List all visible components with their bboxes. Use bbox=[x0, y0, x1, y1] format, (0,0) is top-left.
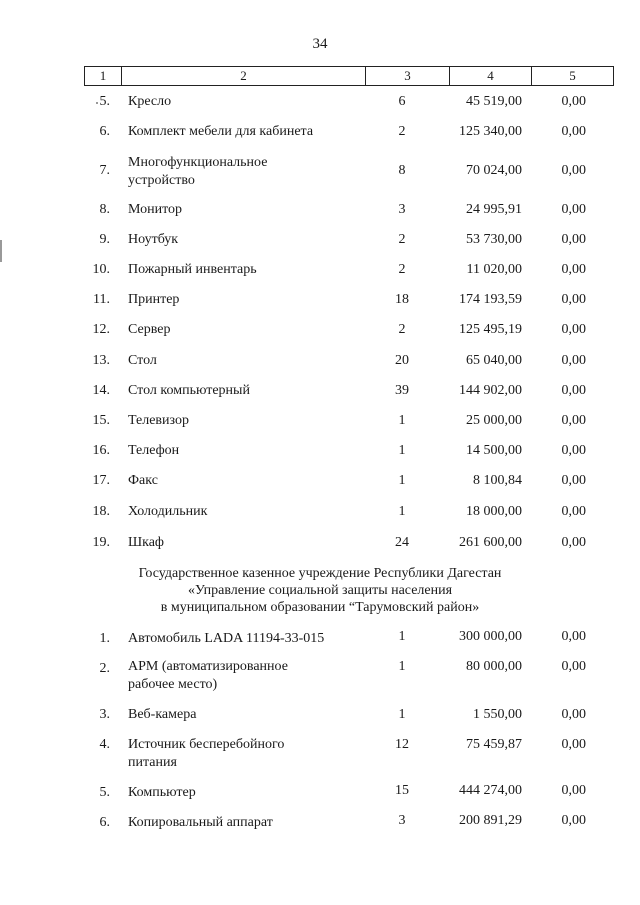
item-value: 25 000,00 bbox=[466, 413, 522, 428]
item-value: 70 024,00 bbox=[466, 163, 522, 178]
item-quantity: 39 bbox=[395, 383, 409, 398]
item-residual: 0,00 bbox=[561, 629, 586, 644]
item-name: Автомобиль LADA 11194-33-015 bbox=[128, 631, 325, 646]
item-value: 144 902,00 bbox=[459, 383, 522, 398]
item-name: Стол компьютерный bbox=[128, 383, 250, 398]
row-number: 5. bbox=[99, 94, 110, 109]
item-residual: 0,00 bbox=[561, 707, 586, 722]
item-residual: 0,00 bbox=[561, 783, 586, 798]
item-value: 24 995,91 bbox=[466, 202, 522, 217]
header-col-5: 5 bbox=[531, 67, 613, 85]
item-residual: 0,00 bbox=[561, 202, 586, 217]
row-number: 13. bbox=[92, 353, 110, 368]
item-residual: 0,00 bbox=[561, 659, 586, 674]
item-name: Принтер bbox=[128, 292, 180, 307]
item-value: 45 519,00 bbox=[466, 94, 522, 109]
item-value: 174 193,59 bbox=[459, 292, 522, 307]
row-number: 9. bbox=[99, 232, 110, 247]
scan-dot bbox=[96, 102, 98, 104]
item-quantity: 2 bbox=[398, 124, 406, 139]
item-quantity: 2 bbox=[398, 322, 406, 337]
header-col-1: 1 bbox=[99, 68, 107, 83]
item-value: 75 459,87 bbox=[466, 737, 522, 752]
item-quantity: 24 bbox=[395, 535, 409, 550]
row-number: 3. bbox=[99, 707, 110, 722]
item-quantity: 20 bbox=[395, 353, 409, 368]
item-residual: 0,00 bbox=[561, 124, 586, 139]
item-quantity: 1 bbox=[398, 413, 406, 428]
item-value: 80 000,00 bbox=[466, 659, 522, 674]
item-value: 300 000,00 bbox=[459, 629, 522, 644]
item-quantity: 3 bbox=[398, 813, 406, 828]
row-number: 19. bbox=[92, 535, 110, 550]
item-residual: 0,00 bbox=[561, 737, 586, 752]
row-number: 7. bbox=[99, 163, 110, 178]
item-name: Телефон bbox=[128, 443, 180, 458]
item-quantity: 2 bbox=[398, 232, 406, 247]
row-number: 6. bbox=[99, 815, 110, 830]
item-value: 14 500,00 bbox=[466, 443, 522, 458]
item-name: Ноутбук bbox=[128, 232, 179, 247]
item-name: Шкаф bbox=[128, 535, 164, 550]
row-number: 18. bbox=[92, 504, 110, 519]
item-value: 125 495,19 bbox=[459, 322, 522, 337]
item-quantity: 1 bbox=[398, 707, 406, 722]
item-residual: 0,00 bbox=[561, 443, 586, 458]
item-residual: 0,00 bbox=[561, 413, 586, 428]
row-number: 4. bbox=[99, 737, 110, 752]
row-number: 6. bbox=[99, 124, 110, 139]
section-heading-line-3: в муниципальном образовании “Тарумовский район» bbox=[160, 600, 480, 615]
item-residual: 0,00 bbox=[561, 163, 586, 178]
item-name: Телевизор bbox=[128, 413, 189, 428]
item-name: Холодильник bbox=[128, 504, 208, 519]
item-quantity: 8 bbox=[398, 163, 406, 178]
item-value: 8 100,84 bbox=[473, 473, 522, 488]
item-residual: 0,00 bbox=[561, 292, 586, 307]
item-residual: 0,00 bbox=[561, 383, 586, 398]
item-value: 125 340,00 bbox=[459, 124, 522, 139]
row-number: 11. bbox=[93, 292, 110, 307]
item-residual: 0,00 bbox=[561, 473, 586, 488]
item-quantity: 1 bbox=[398, 473, 406, 488]
row-number: 10. bbox=[92, 262, 110, 277]
item-quantity: 1 bbox=[398, 629, 406, 644]
scan-mark bbox=[0, 240, 2, 262]
item-quantity: 15 bbox=[395, 783, 409, 798]
item-name: Стол bbox=[128, 353, 157, 368]
item-quantity: 2 bbox=[398, 262, 406, 277]
item-residual: 0,00 bbox=[561, 504, 586, 519]
item-quantity: 1 bbox=[398, 659, 406, 674]
page-number: 34 bbox=[312, 36, 328, 52]
row-number: 16. bbox=[92, 443, 110, 458]
item-value: 65 040,00 bbox=[466, 353, 522, 368]
item-quantity: 18 bbox=[395, 292, 409, 307]
row-number: 14. bbox=[92, 383, 110, 398]
item-quantity: 12 bbox=[395, 737, 409, 752]
item-name: Многофункциональное устройство bbox=[128, 155, 268, 188]
item-value: 261 600,00 bbox=[459, 535, 522, 550]
row-number: 17. bbox=[92, 473, 110, 488]
row-number: 15. bbox=[92, 413, 110, 428]
item-name: Комплект мебели для кабинета bbox=[128, 124, 314, 139]
item-name: Факс bbox=[128, 473, 158, 488]
item-residual: 0,00 bbox=[561, 94, 586, 109]
item-value: 11 020,00 bbox=[466, 262, 522, 277]
section-heading-line-2: «Управление социальной защиты населения bbox=[187, 583, 453, 598]
item-name: Монитор bbox=[128, 202, 183, 217]
row-number: 5. bbox=[99, 785, 110, 800]
item-name: АРМ (автоматизированное рабочее место) bbox=[128, 659, 288, 692]
header-col-4: 4 bbox=[449, 67, 531, 85]
item-name: Копировальный аппарат bbox=[128, 815, 273, 830]
item-value: 53 730,00 bbox=[466, 232, 522, 247]
item-residual: 0,00 bbox=[561, 262, 586, 277]
item-quantity: 1 bbox=[398, 443, 406, 458]
item-quantity: 3 bbox=[398, 202, 406, 217]
item-name: Компьютер bbox=[128, 785, 196, 800]
table-header bbox=[84, 66, 614, 86]
item-value: 1 550,00 bbox=[473, 707, 522, 722]
item-value: 18 000,00 bbox=[466, 504, 522, 519]
item-value: 200 891,29 bbox=[459, 813, 522, 828]
header-col-3: 3 bbox=[365, 67, 449, 85]
item-name: Кресло bbox=[128, 94, 172, 109]
item-residual: 0,00 bbox=[561, 232, 586, 247]
row-number: 2. bbox=[99, 661, 110, 676]
header-col-2: 2 bbox=[121, 67, 365, 85]
item-residual: 0,00 bbox=[561, 353, 586, 368]
item-name: Источник бесперебойного питания bbox=[128, 737, 285, 770]
section-heading-line-1: Государственное казенное учреждение Республики Дагестан bbox=[138, 566, 502, 581]
row-number: 1. bbox=[99, 631, 110, 646]
item-residual: 0,00 bbox=[561, 322, 586, 337]
row-number: 12. bbox=[92, 322, 110, 337]
item-name: Пожарный инвентарь bbox=[128, 262, 257, 277]
item-residual: 0,00 bbox=[561, 535, 586, 550]
item-residual: 0,00 bbox=[561, 813, 586, 828]
row-number: 8. bbox=[99, 202, 110, 217]
item-name: Веб-камера bbox=[128, 707, 197, 722]
item-quantity: 1 bbox=[398, 504, 406, 519]
item-name: Сервер bbox=[128, 322, 171, 337]
item-value: 444 274,00 bbox=[459, 783, 522, 798]
item-quantity: 6 bbox=[398, 94, 406, 109]
